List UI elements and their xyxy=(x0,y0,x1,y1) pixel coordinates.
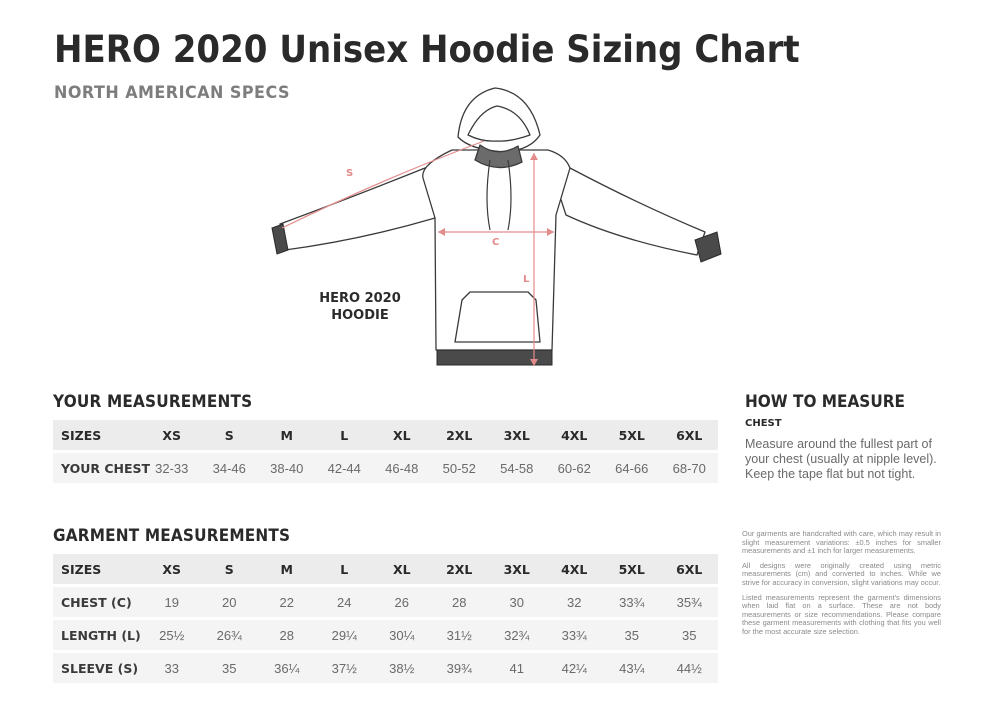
size-header: XL xyxy=(373,420,431,450)
note-paragraph: Listed measurements represent the garment's dimensions when laid flat on a surface. These are not body measurements or size recommendations. Please compare these garment measurements with clothing that fits you well for the most accurate size selection. xyxy=(742,592,941,636)
table-header-row xyxy=(53,420,718,450)
table-cell: 42¼ xyxy=(546,653,604,683)
table-cell: 38½ xyxy=(373,653,431,683)
size-header: 2XL xyxy=(431,554,489,584)
table-cell: 29¼ xyxy=(316,620,374,650)
table-cell: 25½ xyxy=(143,620,201,650)
table-cell: 32¾ xyxy=(488,620,546,650)
table-cell: 34-46 xyxy=(201,453,259,483)
table-cell: 28 xyxy=(258,620,316,650)
product-label-line2: HOODIE xyxy=(331,308,389,323)
table-cell: 50-52 xyxy=(431,453,489,483)
sleeve-marker: S xyxy=(346,168,354,179)
table-row xyxy=(53,653,718,683)
chest-marker: C xyxy=(492,237,500,248)
table-cell: 42-44 xyxy=(316,453,374,483)
table-cell: 26 xyxy=(373,587,431,617)
table-cell: 35 xyxy=(661,620,719,650)
sizes-label: SIZES xyxy=(53,554,143,584)
length-marker: L xyxy=(523,274,530,285)
fine-print-notes xyxy=(742,530,941,643)
table-cell: 28 xyxy=(431,587,489,617)
table-cell: 60-62 xyxy=(546,453,604,483)
size-header: 5XL xyxy=(603,420,661,450)
row-label: LENGTH (L) xyxy=(53,620,143,650)
garment-measurements-title: GARMENT MEASUREMENTS xyxy=(53,526,291,546)
table-cell: 30 xyxy=(488,587,546,617)
size-header: L xyxy=(316,554,374,584)
table-cell: 32-33 xyxy=(143,453,201,483)
size-header: 2XL xyxy=(431,420,489,450)
row-label: YOUR CHEST xyxy=(53,453,143,483)
table-cell: 19 xyxy=(143,587,201,617)
size-header: 4XL xyxy=(546,554,604,584)
how-to-measure-title: HOW TO MEASURE xyxy=(745,392,905,412)
sizes-label: SIZES xyxy=(53,420,143,450)
garment-measurements-table xyxy=(53,551,718,686)
table-cell: 32 xyxy=(546,587,604,617)
product-label-line1: HERO 2020 xyxy=(319,291,401,306)
table-cell: 39¾ xyxy=(431,653,489,683)
table-cell: 38-40 xyxy=(258,453,316,483)
size-header: S xyxy=(201,554,259,584)
size-header: XS xyxy=(143,420,201,450)
page-title: HERO 2020 Unisex Hoodie Sizing Chart xyxy=(54,28,800,71)
table-cell: 35 xyxy=(603,620,661,650)
table-cell: 46-48 xyxy=(373,453,431,483)
table-cell: 20 xyxy=(201,587,259,617)
how-to-measure-subtitle: CHEST xyxy=(745,418,782,429)
table-row xyxy=(53,587,718,617)
table-cell: 35¾ xyxy=(661,587,719,617)
table-row xyxy=(53,453,718,483)
table-cell: 43¼ xyxy=(603,653,661,683)
table-cell: 36¼ xyxy=(258,653,316,683)
your-measurements-table xyxy=(53,417,718,486)
size-header: 6XL xyxy=(661,554,719,584)
size-header: S xyxy=(201,420,259,450)
table-cell: 22 xyxy=(258,587,316,617)
row-label: SLEEVE (S) xyxy=(53,653,143,683)
table-cell: 24 xyxy=(316,587,374,617)
right-sleeve xyxy=(548,160,705,255)
size-header: 5XL xyxy=(603,554,661,584)
size-header: XS xyxy=(143,554,201,584)
size-header: M xyxy=(258,554,316,584)
size-header: M xyxy=(258,420,316,450)
table-cell: 37½ xyxy=(316,653,374,683)
table-header-row xyxy=(53,554,718,584)
your-measurements-title: YOUR MEASUREMENTS xyxy=(53,392,253,412)
table-cell: 26¾ xyxy=(201,620,259,650)
row-label: CHEST (C) xyxy=(53,587,143,617)
note-paragraph: All designs were originally created using metric measurements (cm) and converted to inches. While we strive for accuracy in conversion, slight variations may occur. xyxy=(742,560,941,587)
table-cell: 33¾ xyxy=(546,620,604,650)
product-label xyxy=(312,290,408,324)
size-header: 3XL xyxy=(488,420,546,450)
table-cell: 64-66 xyxy=(603,453,661,483)
table-cell: 33 xyxy=(143,653,201,683)
how-to-measure-text: Measure around the fullest part of your chest (usually at nipple level). Keep the tape flat but not tight. xyxy=(745,437,937,481)
table-row xyxy=(53,620,718,650)
table-cell: 30¼ xyxy=(373,620,431,650)
table-cell: 44½ xyxy=(661,653,719,683)
size-header: 3XL xyxy=(488,554,546,584)
table-cell: 54-58 xyxy=(488,453,546,483)
kangaroo-pocket xyxy=(455,292,540,342)
size-header: L xyxy=(316,420,374,450)
note-paragraph: Our garments are handcrafted with care, which may result in slight measurement variations: ±0.5 inches for smaller measurements and ±1 inch for larger measurements. xyxy=(742,529,941,556)
size-header: 4XL xyxy=(546,420,604,450)
size-header: 6XL xyxy=(661,420,719,450)
table-cell: 33¾ xyxy=(603,587,661,617)
page-subtitle: NORTH AMERICAN SPECS xyxy=(54,83,290,103)
hoodie-illustration xyxy=(265,82,725,372)
size-header: XL xyxy=(373,554,431,584)
table-cell: 41 xyxy=(488,653,546,683)
table-cell: 68-70 xyxy=(661,453,719,483)
table-cell: 35 xyxy=(201,653,259,683)
table-cell: 31½ xyxy=(431,620,489,650)
